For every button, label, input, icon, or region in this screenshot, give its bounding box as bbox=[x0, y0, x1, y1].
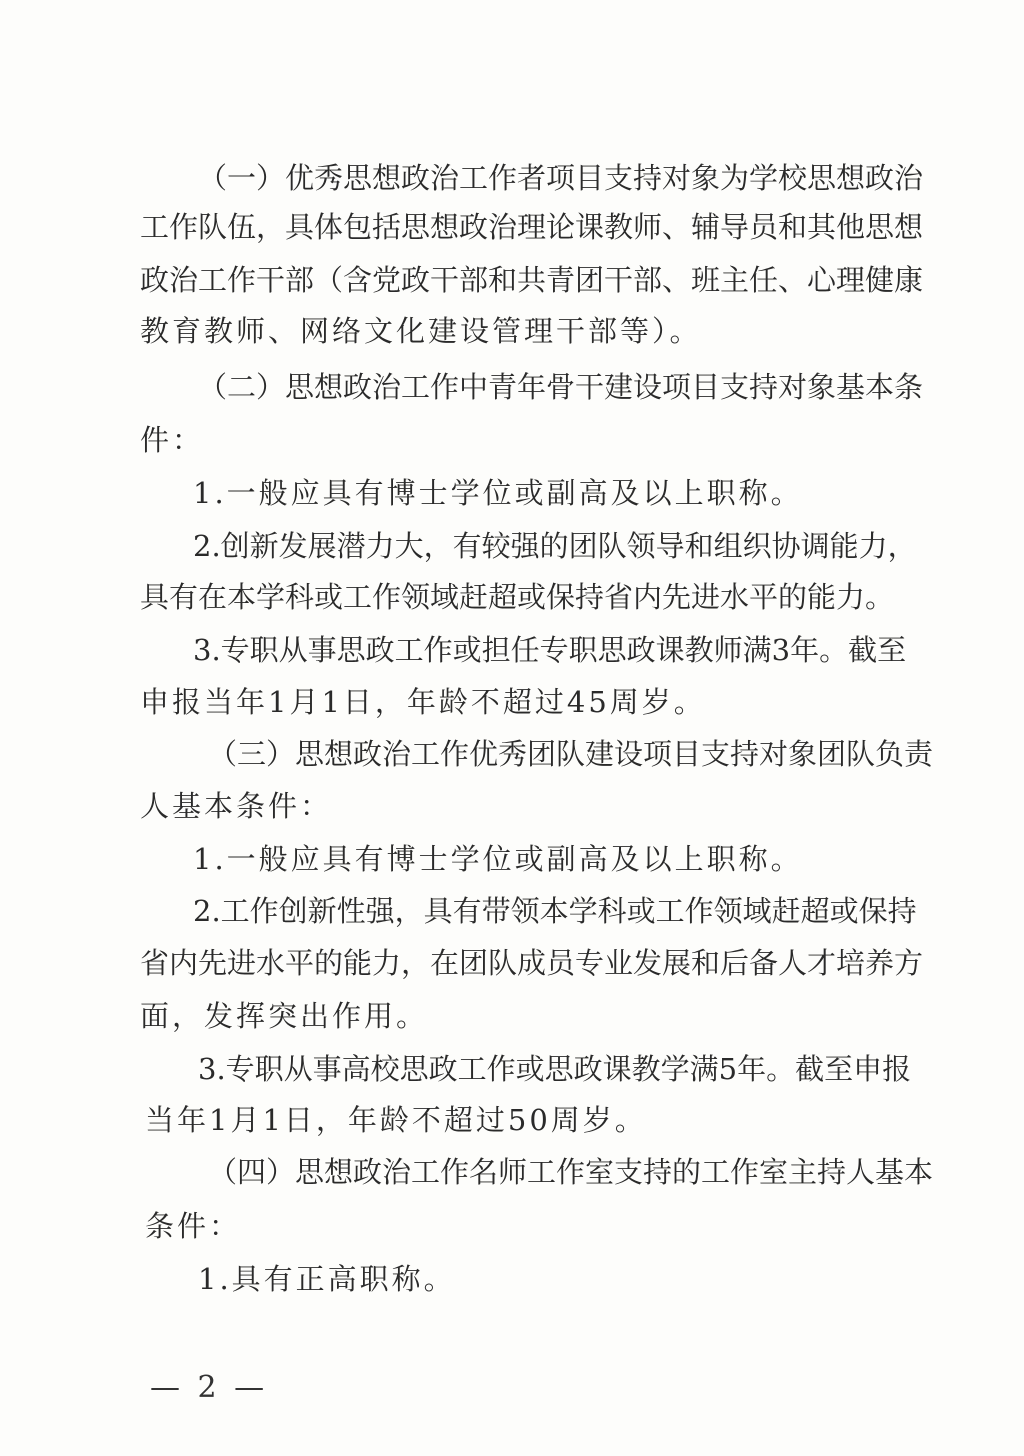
text-line: （三）思想政治工作优秀团队建设项目支持对象团队负责 bbox=[208, 737, 934, 771]
page-number: — 2 — bbox=[150, 1370, 269, 1405]
text-line: （一）优秀思想政治工作者项目支持对象为学校思想政治 bbox=[198, 161, 924, 195]
text-line: 面，发挥突出作用。 bbox=[140, 999, 429, 1033]
text-line: 省内先进水平的能力，在团队成员专业发展和后备人才培养方 bbox=[140, 946, 924, 980]
text-line: 工作队伍，具体包括思想政治理论课教师、辅导员和其他思想 bbox=[140, 210, 924, 244]
text-line: 2.创新发展潜力大，有较强的团队领导和组织协调能力， bbox=[193, 529, 917, 563]
text-line: 教育教师、网络文化建设管理干部等）。 bbox=[140, 314, 702, 348]
text-line: 2.工作创新性强，具有带领本学科或工作领域赶超或保持 bbox=[193, 894, 917, 928]
text-line: 具有在本学科或工作领域赶超或保持省内先进水平的能力。 bbox=[140, 580, 895, 614]
text-line: 1.一般应具有博士学位或副高及以上职称。 bbox=[193, 842, 803, 876]
text-line: 人基本条件： bbox=[140, 789, 333, 823]
text-line: 3.专职从事思政工作或担任专职思政课教师满3年。截至 bbox=[193, 633, 907, 667]
text-line: 当年1月1日，年龄不超过50周岁。 bbox=[145, 1103, 647, 1137]
text-line: 1.一般应具有博士学位或副高及以上职称。 bbox=[193, 476, 803, 510]
text-line: 条件： bbox=[145, 1209, 242, 1243]
text-line: 3.专职从事高校思政工作或思政课教学满5年。截至申报 bbox=[198, 1052, 912, 1086]
text-line: 申报当年1月1日，年龄不超过45周岁。 bbox=[140, 685, 706, 719]
text-line: 1.具有正高职称。 bbox=[198, 1262, 456, 1296]
text-line: 件： bbox=[140, 423, 205, 457]
text-line: 政治工作干部（含党政干部和共青团干部、班主任、心理健康 bbox=[140, 263, 924, 297]
text-line: （四）思想政治工作名师工作室支持的工作室主持人基本 bbox=[208, 1155, 934, 1189]
text-line: （二）思想政治工作中青年骨干建设项目支持对象基本条 bbox=[198, 370, 924, 404]
